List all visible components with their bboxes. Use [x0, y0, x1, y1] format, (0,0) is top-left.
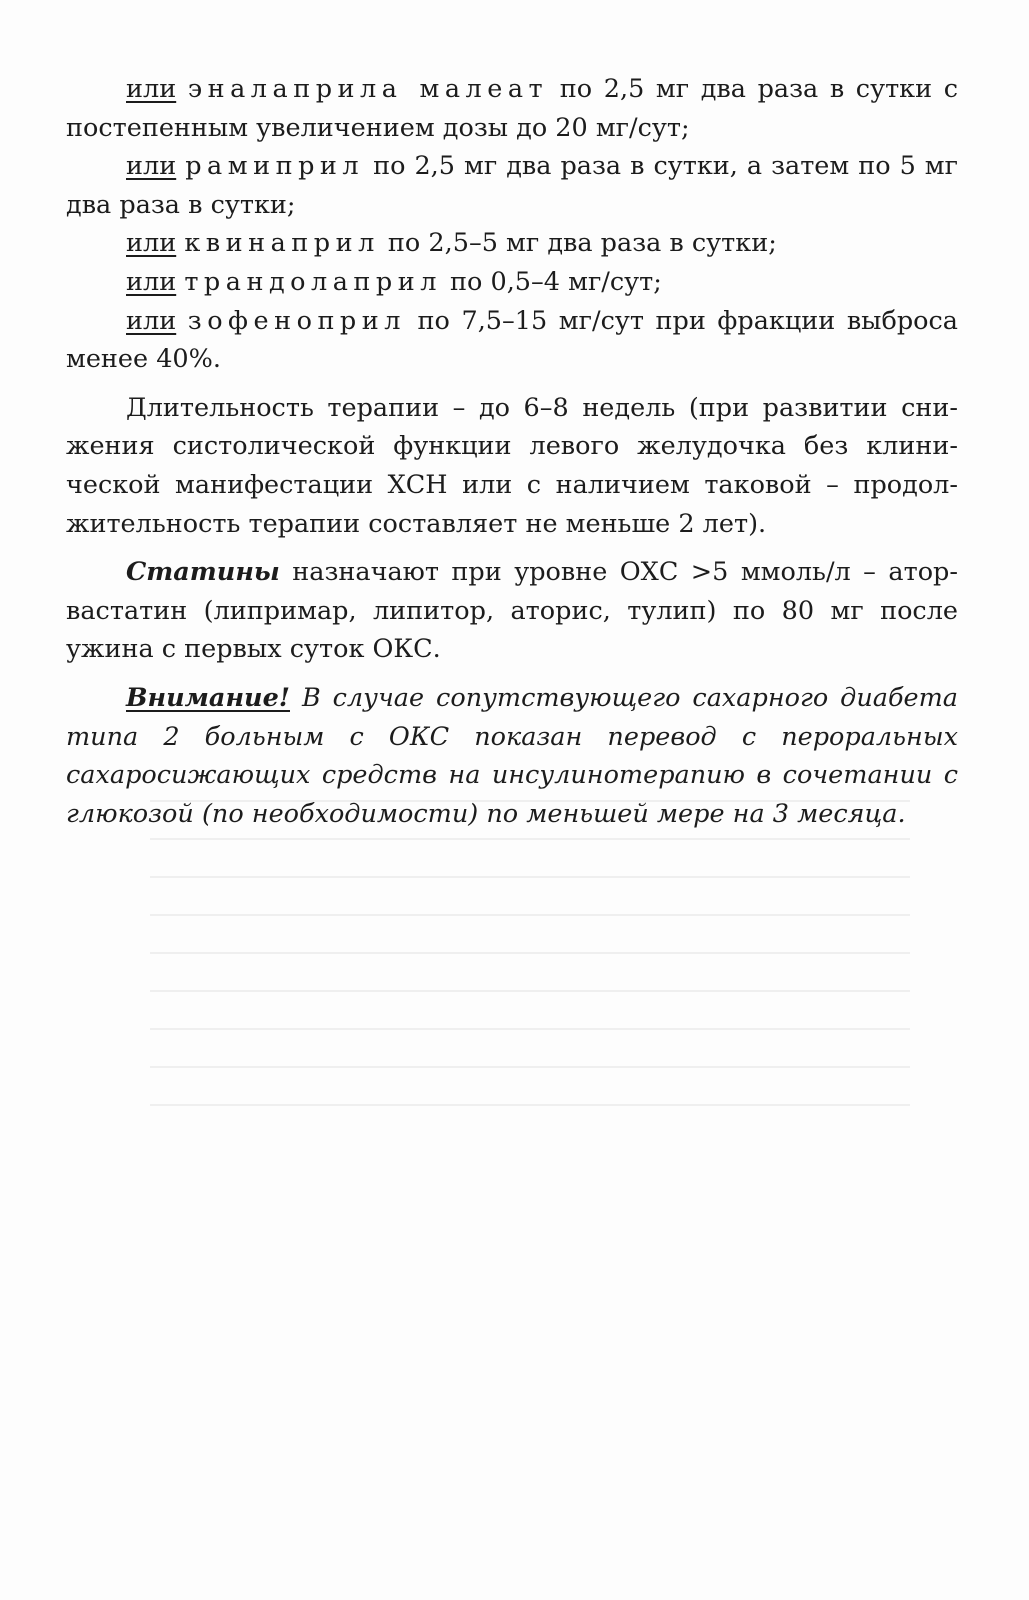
- dose-text-ramipril: по 2,5 мг два раза в сутки, а затем по 5 мг два раза в сутки;: [66, 151, 959, 220]
- attention-term: Внимание!: [126, 682, 290, 713]
- paragraph-duration: Длительность терапии – до 6–8 недель (при развитии снижения систолической функции левого желудочка без клинической манифестации ХСН или с наличием таковой – продолжительность терапии составляет не меньше 2 лет).: [66, 392, 958, 539]
- paragraph-enalapril: [66, 70, 958, 147]
- paragraph-ramipril: [66, 147, 958, 224]
- drug-name-trandolapril: трандолаприл: [184, 266, 442, 297]
- or-label: или: [126, 266, 177, 297]
- dose-text-enalapril: по 2,5 мг два раза в сутки с постепенным увеличением дозы до 20 мг/сут;: [66, 74, 958, 143]
- statins-text: назначают при уровне ОХС >5 ммоль/л – аторвастатин (липримар, липитор, аторис, тулип) по 80 мг после ужина с первых суток ОКС.: [66, 557, 958, 665]
- drug-name-enalapril: эналаприла малеат: [187, 74, 549, 104]
- or-label: или: [126, 74, 177, 104]
- paragraph-quinapril: [66, 224, 958, 263]
- drug-name-quinapril: квинаприл: [184, 228, 380, 259]
- dose-text-zofenopril: по 7,5–15 мг/сут при фракции выброса менее 40%.: [66, 305, 958, 375]
- drug-name-zofenopril: зофеноприл: [187, 305, 406, 336]
- dose-text-quinapril: по 2,5–5 мг два раза в сутки;: [379, 228, 777, 259]
- document-body: [66, 70, 958, 833]
- paragraph-attention: [66, 679, 958, 833]
- or-label: или: [126, 151, 177, 182]
- dose-text-trandolapril: по 0,5–4 мг/сут;: [441, 266, 662, 297]
- paragraph-trandolapril: [66, 263, 958, 302]
- bleed-through-shadow: [150, 800, 910, 1220]
- drug-name-ramipril: рамиприл: [185, 151, 365, 182]
- statins-term: Статины: [126, 557, 280, 588]
- or-label: или: [126, 305, 177, 336]
- paragraph-zofenopril: [66, 302, 958, 379]
- or-label: или: [126, 228, 177, 259]
- paragraph-statins: [66, 553, 958, 669]
- attention-text: В случае сопутствующего сахарного диабета типа 2 больным с ОКС показан перевод с пероральных сахаросижающих средств на инсулинотерапию в сочетании с глюкозой (по необходимости) по меньшей мере на 3 месяца.: [66, 682, 958, 829]
